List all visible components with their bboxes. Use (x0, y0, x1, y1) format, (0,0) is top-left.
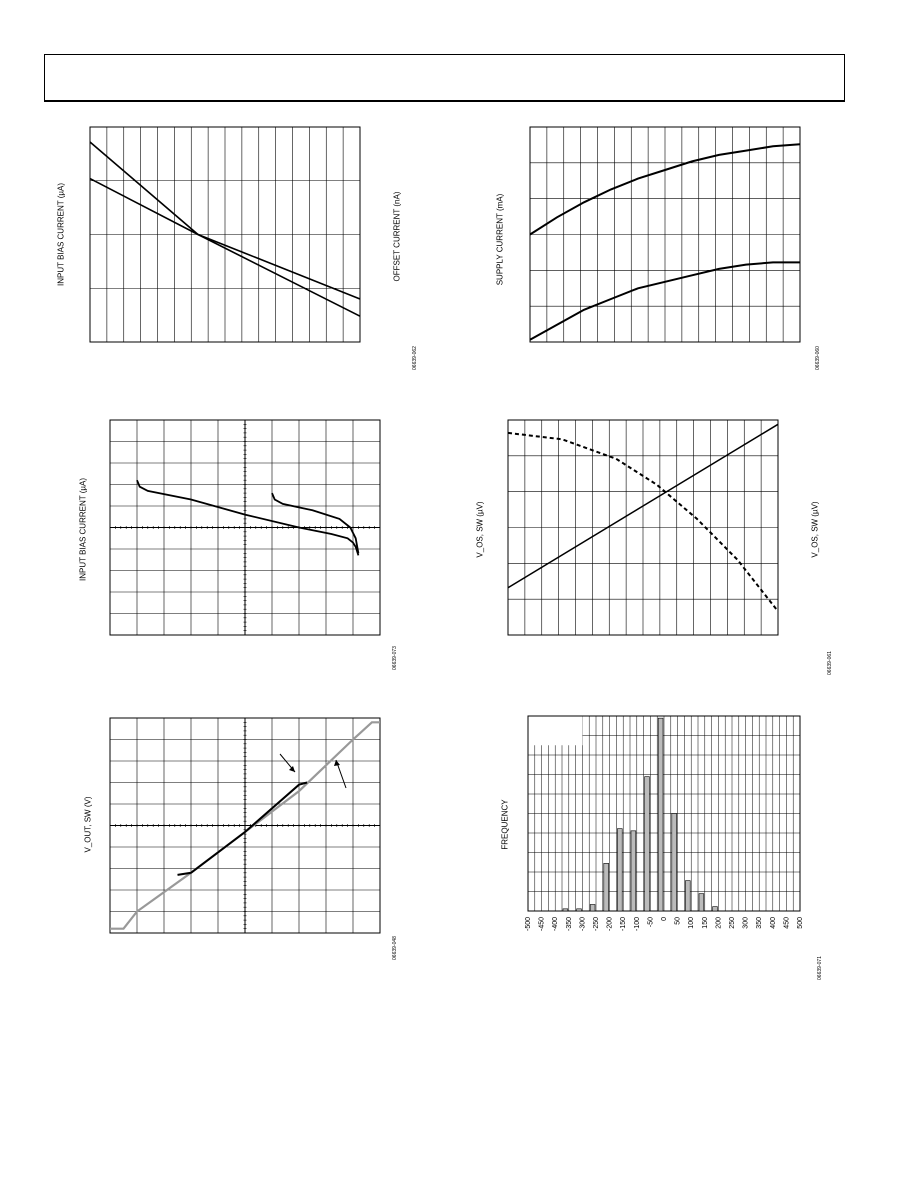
figure-6-plot (525, 716, 804, 936)
figure-3-code: 06639-073 (392, 646, 398, 670)
figure-3-center-axes (110, 420, 380, 635)
figure-6-bar (672, 814, 677, 912)
figure-6-x-tick-label: 50 (674, 917, 682, 925)
figure-6-bar (604, 863, 609, 911)
figure-6-x-tick-label: -100 (633, 917, 641, 932)
figure-6-x-tick-label: -150 (620, 917, 628, 932)
figure-6-x-tick-label: 500 (797, 917, 804, 929)
figure-2-code: 06639-060 (815, 346, 821, 370)
figure-4-y2-label: V_OS, SW (µV) (810, 501, 820, 558)
figure-6-bar (658, 718, 663, 911)
figure-6-x-tick-label: 400 (769, 917, 777, 929)
figure-4-y-label: V_OS, SW (µV) (475, 501, 485, 558)
figure-6-x-tick-label: 450 (783, 917, 791, 929)
figure-4-plot (508, 420, 778, 635)
figure-6-x-tick-label: 250 (729, 917, 736, 929)
figure-3-series-1 (137, 480, 358, 555)
figure-6-x-tick-label: -350 (565, 917, 573, 932)
figure-1-code: 06639-062 (412, 346, 418, 370)
figure-3-y-label: INPUT BIAS CURRENT (µA) (78, 478, 88, 581)
figure-1-grid (90, 127, 360, 342)
figure-6-bar (590, 905, 595, 912)
figure-6-x-tick-label: 200 (715, 917, 723, 929)
figure-6-x-tick-label: -250 (593, 917, 600, 932)
figure-6-x-tick-label: 150 (701, 917, 709, 929)
figure-6-x-tick-label: -300 (579, 917, 587, 932)
figure-6-bar (713, 907, 718, 911)
figure-1-y2-label: OFFSET CURRENT (nA) (392, 191, 402, 282)
figure-6-bar (617, 829, 622, 911)
figure-3-plot (110, 420, 380, 635)
figure-6-x-tick-label: -500 (525, 917, 532, 932)
figure-6-x-tick-label: -450 (538, 917, 546, 932)
figure-5-plot (110, 718, 380, 933)
figure-6-bar (645, 777, 650, 911)
figure-6-bar (577, 909, 582, 911)
figure-1-plot (90, 127, 360, 342)
figure-6-bar (699, 894, 704, 911)
figure-4-code: 06639-061 (827, 651, 833, 675)
figure-6-code: 06639-071 (817, 956, 823, 980)
figure-5-arrow-1-head (289, 766, 295, 772)
figure-1-y-label: INPUT BIAS CURRENT (µA) (56, 183, 66, 286)
figure-4-grid (508, 420, 778, 635)
figure-6-x-tick-label: 100 (688, 917, 696, 929)
figure-5-y-label: V_OUT, SW (V) (83, 796, 93, 853)
figure-2-y-label: SUPPLY CURRENT (mA) (495, 193, 505, 286)
figure-6-bar (631, 831, 636, 911)
figure-6-x-tick-label: -50 (647, 917, 655, 928)
figure-6-y-label: FREQUENCY (500, 799, 510, 850)
figure-6-x-tick-label: 0 (661, 917, 668, 921)
figure-2-grid (530, 127, 800, 342)
figure-2-plot (530, 127, 800, 342)
figure-5-series-2 (178, 783, 308, 875)
figure-6-x-tick-label: 300 (742, 917, 750, 929)
figure-6-bar (563, 909, 568, 911)
figure-6-x-tick-label: -400 (552, 917, 560, 932)
figure-6-legend-area (528, 716, 582, 745)
page-header-box (44, 54, 845, 102)
figure-6-bar (685, 881, 690, 911)
figure-6-x-tick-label: 350 (756, 917, 764, 929)
figure-5-code: 06639-048 (392, 936, 398, 960)
figure-6-x-tick-label: -200 (606, 917, 614, 932)
figure-3-series-2 (272, 493, 358, 553)
